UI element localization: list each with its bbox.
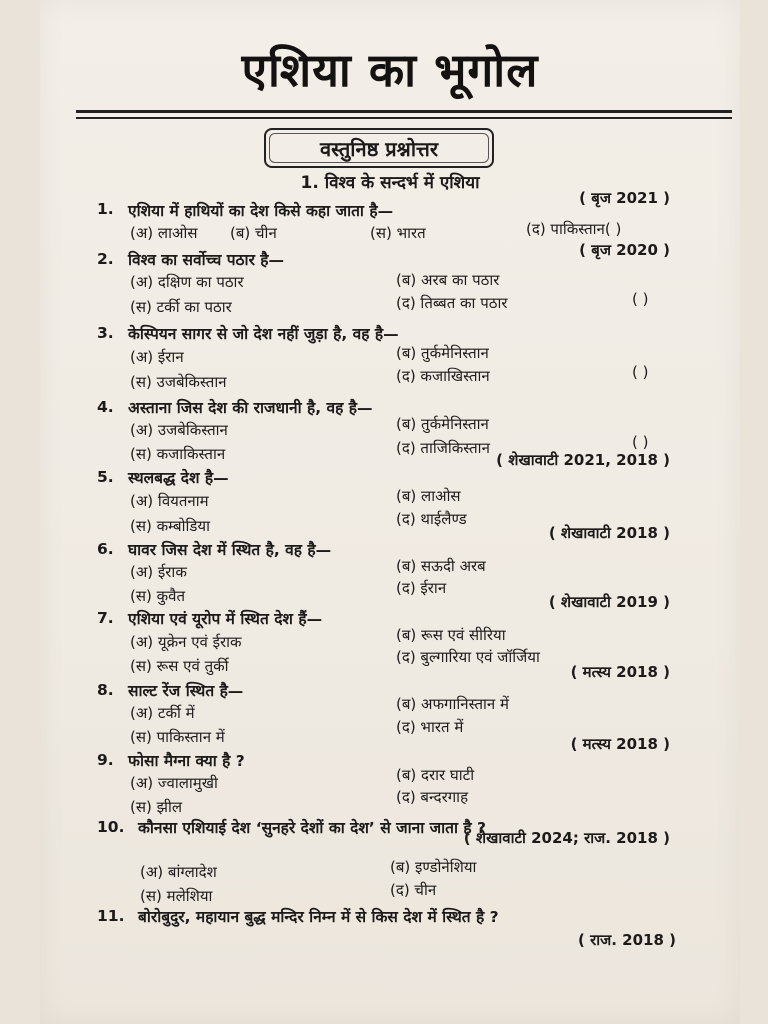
question-text: एशिया एवं यूरोप में स्थित देश हैं— [128, 610, 323, 628]
question-number: 4. [97, 398, 114, 416]
option: (स) कुवैत [130, 587, 186, 605]
option: (अ) बांग्लादेश [140, 863, 217, 881]
option: (ब) अरब का पठार [396, 271, 500, 289]
title-divider-secondary [76, 117, 732, 119]
option: (अ) ईरान [130, 348, 184, 366]
option: (अ) लाओस [130, 224, 198, 242]
option: (द) बन्दरगाह [396, 788, 469, 806]
page-title: एशिया का भूगोल [241, 43, 539, 97]
question-text: घावर जिस देश में स्थित है, वह है— [128, 541, 332, 559]
option: (स) झील [130, 798, 183, 816]
question-source: ( राज. 2018 ) [578, 931, 676, 949]
question-source: ( शेखावाटी 2024; राज. 2018 ) [463, 829, 670, 847]
option: (द) थाईलैण्ड [396, 510, 467, 528]
question-text: स्थलबद्ध देश है— [128, 469, 229, 487]
option: (ब) सऊदी अरब [396, 557, 486, 575]
question-number: 6. [97, 540, 114, 558]
option: (ब) तुर्कमेनिस्तान [396, 415, 489, 433]
question-source: ( बृज 2020 ) [579, 241, 670, 259]
question-source: ( शेखावाटी 2019 ) [548, 593, 670, 611]
option: (द) कजाखिस्तान [396, 367, 490, 385]
question-number: 3. [97, 324, 114, 342]
option: (अ) यूक्रेन एवं ईराक [130, 633, 242, 651]
answer-blank: ( ) [632, 290, 649, 308]
option: (ब) रूस एवं सीरिया [396, 626, 506, 644]
question-number: 10. [97, 818, 125, 836]
question-text: विश्व का सर्वोच्च पठार है— [128, 251, 285, 269]
option: (स) रूस एवं तुर्की [130, 657, 229, 675]
question-number: 1. [97, 200, 114, 218]
option: (द) पाकिस्तान( ) [526, 220, 622, 238]
option: (द) चीन [390, 881, 437, 899]
question-number: 8. [97, 681, 114, 699]
section-heading: वस्तुनिष्ठ प्रश्नोत्तर [264, 128, 494, 168]
option: (स) टर्की का पठार [130, 298, 232, 316]
question-number: 11. [97, 907, 125, 925]
option: (स) भारत [370, 224, 426, 242]
book-page [40, 0, 740, 1024]
question-source: ( मत्स्य 2018 ) [570, 663, 670, 681]
option: (अ) ज्वालामुखी [130, 774, 218, 792]
answer-blank: ( ) [632, 363, 649, 381]
option: (द) ईरान [396, 579, 447, 597]
question-source: ( मत्स्य 2018 ) [570, 735, 670, 753]
question-source: ( शेखावाटी 2021, 2018 ) [496, 451, 670, 469]
option: (ब) तुर्कमेनिस्तान [396, 344, 489, 362]
option: (द) ताजिकिस्तान [396, 439, 490, 457]
option: (ब) दरार घाटी [396, 766, 475, 784]
question-text: साल्ट रेंज स्थित है— [128, 682, 244, 700]
question-text: अस्ताना जिस देश की राजधानी है, वह है— [128, 399, 373, 417]
option: (ब) अफगानिस्तान में [396, 695, 509, 713]
question-text: फोसा मैग्ना क्या है ? [128, 752, 245, 770]
option: (द) तिब्बत का पठार [396, 294, 508, 312]
subsection-heading: 1. विश्व के सन्दर्भ में एशिया [300, 173, 480, 193]
option: (स) पाकिस्तान में [130, 728, 225, 746]
option: (स) कम्बोडिया [130, 517, 210, 535]
question-text: बोरोबुदुर, महायान बुद्ध मन्दिर निम्न में से किस देश में स्थित है ? [138, 908, 499, 926]
option: (अ) दक्षिण का पठार [130, 273, 244, 291]
option: (द) बुल्गारिया एवं जॉर्जिया [396, 648, 540, 666]
option: (ब) लाओस [396, 487, 461, 505]
title-divider [76, 110, 732, 113]
option: (ब) इण्डोनेशिया [390, 858, 477, 876]
question-text: एशिया में हाथियों का देश किसे कहा जाता है— [128, 202, 394, 220]
option: (अ) उजबेकिस्तान [130, 421, 228, 439]
option: (अ) वियतनाम [130, 492, 209, 510]
option: (स) कजाकिस्तान [130, 445, 226, 463]
question-number: 2. [97, 250, 114, 268]
option: (द) भारत में [396, 718, 464, 736]
question-source: ( शेखावाटी 2018 ) [548, 524, 670, 542]
option: (अ) ईराक [130, 563, 187, 581]
option: (स) मलेशिया [140, 887, 213, 905]
question-number: 5. [97, 468, 114, 486]
option: (स) उजबेकिस्तान [130, 373, 227, 391]
question-text: केस्पियन सागर से जो देश नहीं जुड़ा है, वह है— [128, 325, 399, 343]
question-text: कौनसा एशियाई देश ‘सुनहरे देशों का देश’ से जाना जाता है ? [138, 819, 486, 837]
question-number: 9. [97, 751, 114, 769]
option: (ब) चीन [230, 224, 277, 242]
question-source: ( बृज 2021 ) [579, 189, 670, 207]
option: (अ) टर्की में [130, 704, 195, 722]
question-number: 7. [97, 609, 114, 627]
answer-blank: ( ) [632, 433, 649, 451]
